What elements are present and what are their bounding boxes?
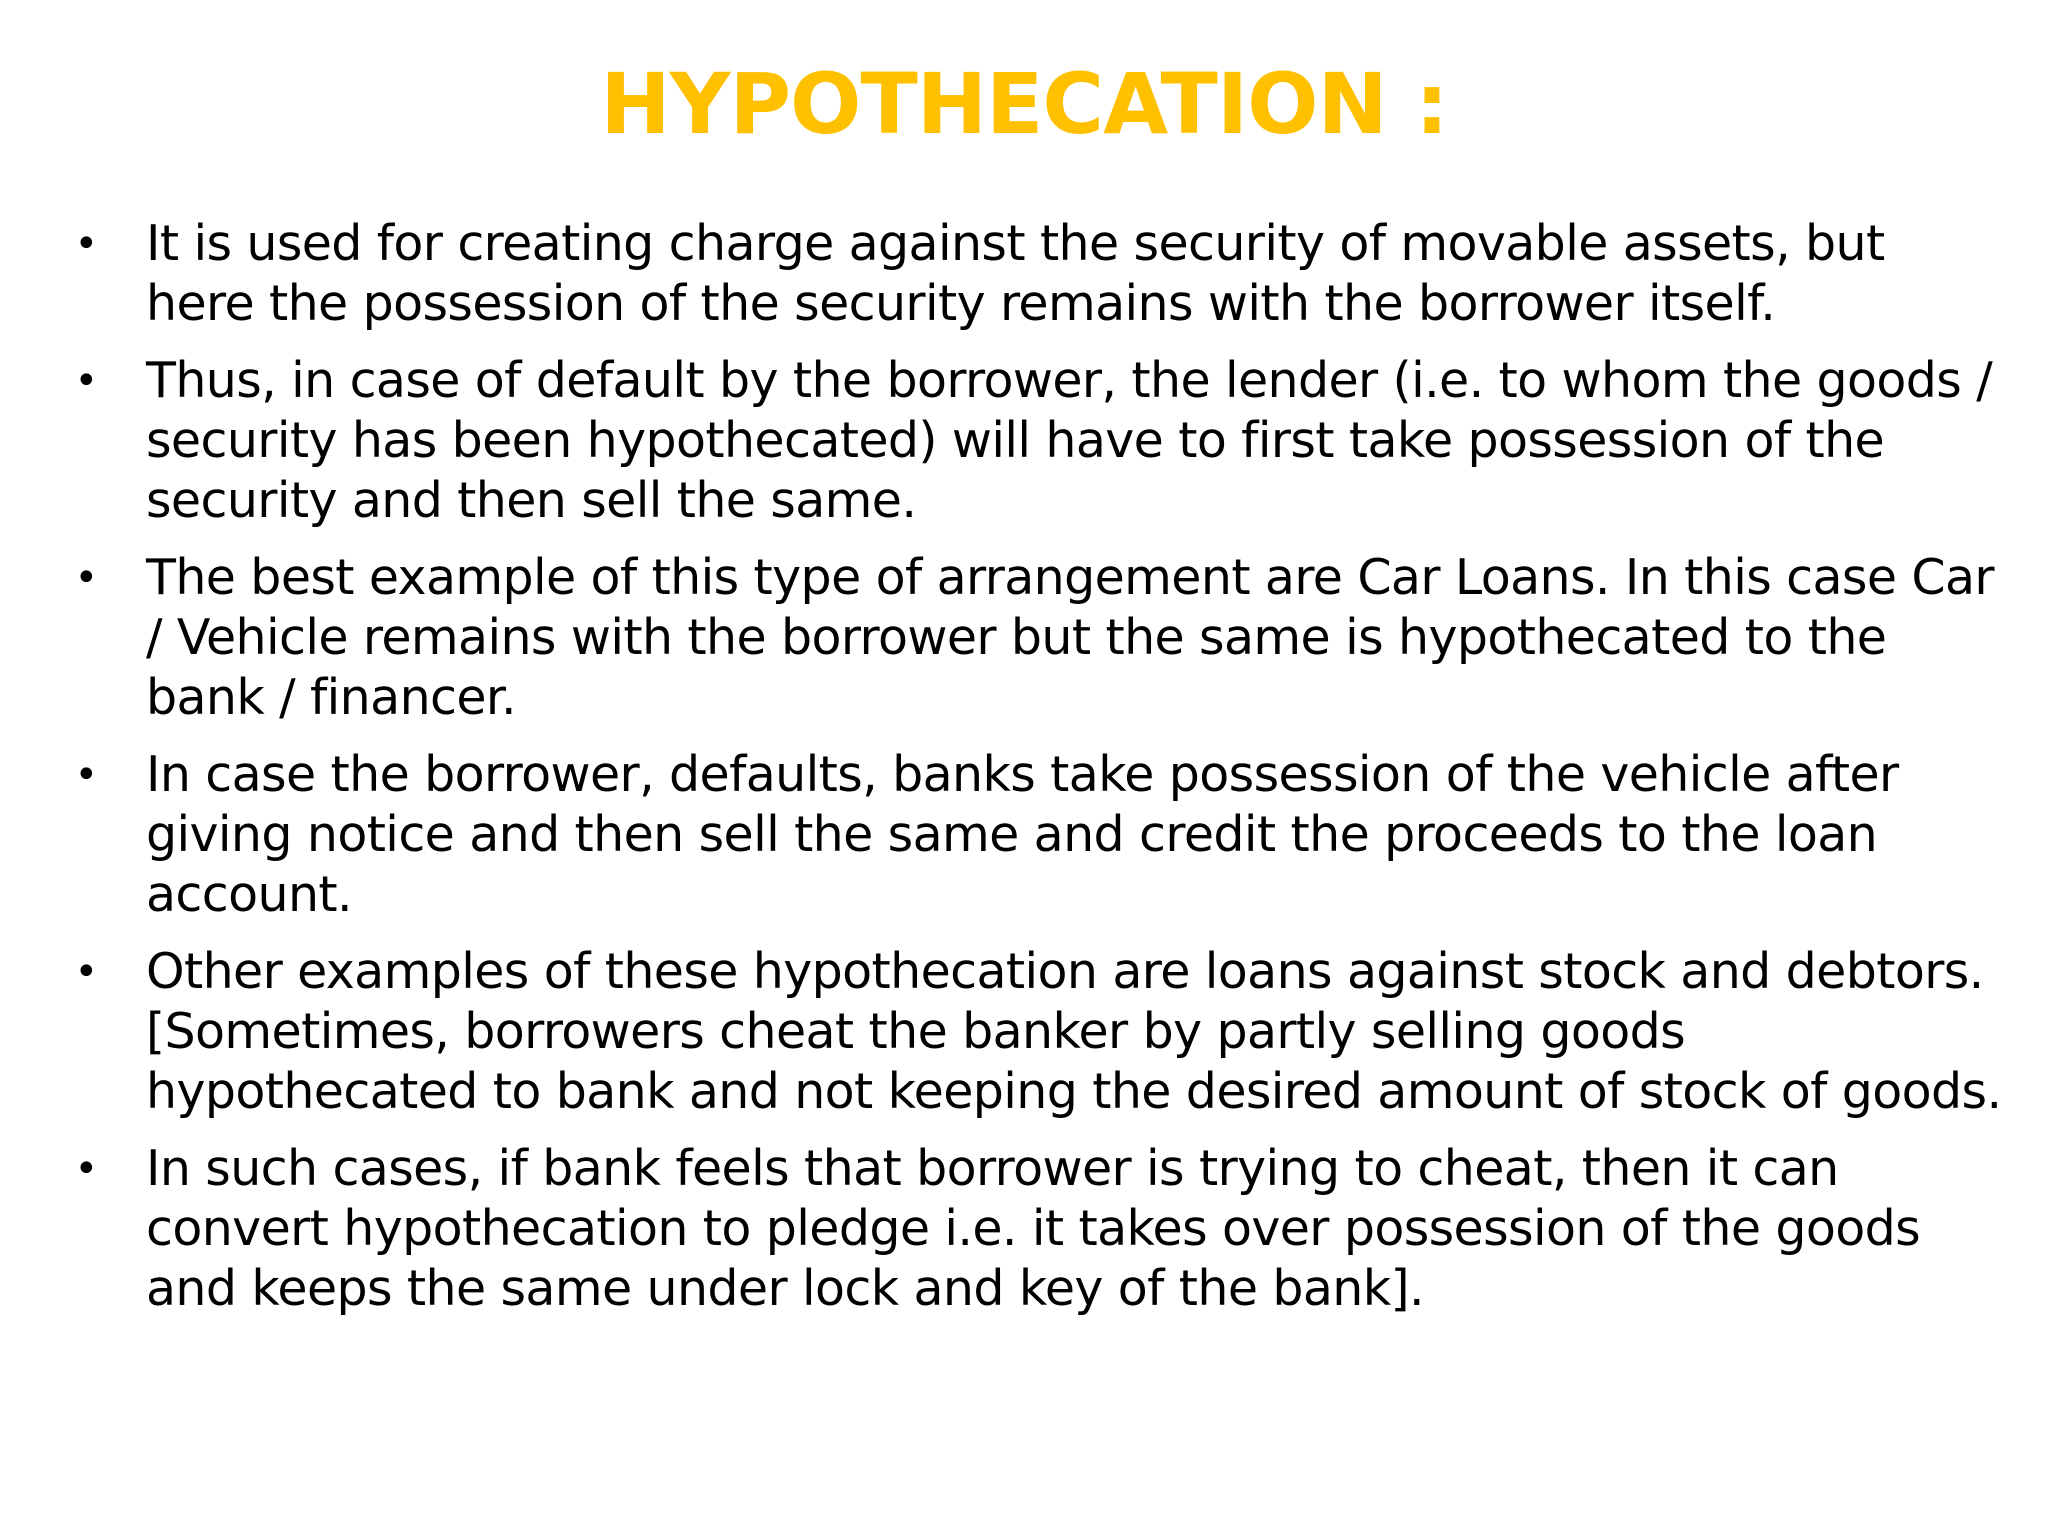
bullet-item (66, 351, 2006, 531)
bullet-list (66, 214, 2006, 1336)
bullet-dot-icon: • (74, 555, 98, 601)
bullet-text: In case the borrower, defaults, banks take possession of the vehicle after giving notice and then sell the same and credit the proceeds to the loan account. (146, 746, 1899, 923)
bullet-dot-icon: • (74, 752, 98, 798)
bullet-text: It is used for creating charge against the security of movable assets, but here the possession of the security remains with the borrower itself. (146, 215, 1885, 332)
bullet-text: Other examples of these hypothecation are loans against stock and debtors. [Sometimes, borrowers cheat the banker by partly selling goods hypothecated to bank and not keeping the desired amount of stock of goods. (146, 943, 2002, 1120)
bullet-item (66, 548, 2006, 728)
bullet-text: The best example of this type of arrangement are Car Loans. In this case Car / Vehicle remains with the borrower but the same is hypothecated to the bank / financer. (146, 549, 1994, 726)
bullet-dot-icon: • (74, 358, 98, 404)
bullet-text: Thus, in case of default by the borrower, the lender (i.e. to whom the goods / security has been hypothecated) will have to first take possession of the security and then sell the same. (146, 352, 1993, 529)
bullet-dot-icon: • (74, 949, 98, 995)
bullet-text: In such cases, if bank feels that borrower is trying to cheat, then it can convert hypothecation to pledge i.e. it takes over possession of the goods and keeps the same under lock and key of the bank]. (146, 1140, 1921, 1317)
bullet-item (66, 942, 2006, 1122)
bullet-item (66, 1139, 2006, 1319)
slide-title: HYPOTHECATION : (600, 55, 1448, 153)
bullet-item (66, 745, 2006, 925)
bullet-dot-icon: • (74, 1146, 98, 1192)
bullet-dot-icon: • (74, 221, 98, 267)
bullet-item (66, 214, 2006, 334)
